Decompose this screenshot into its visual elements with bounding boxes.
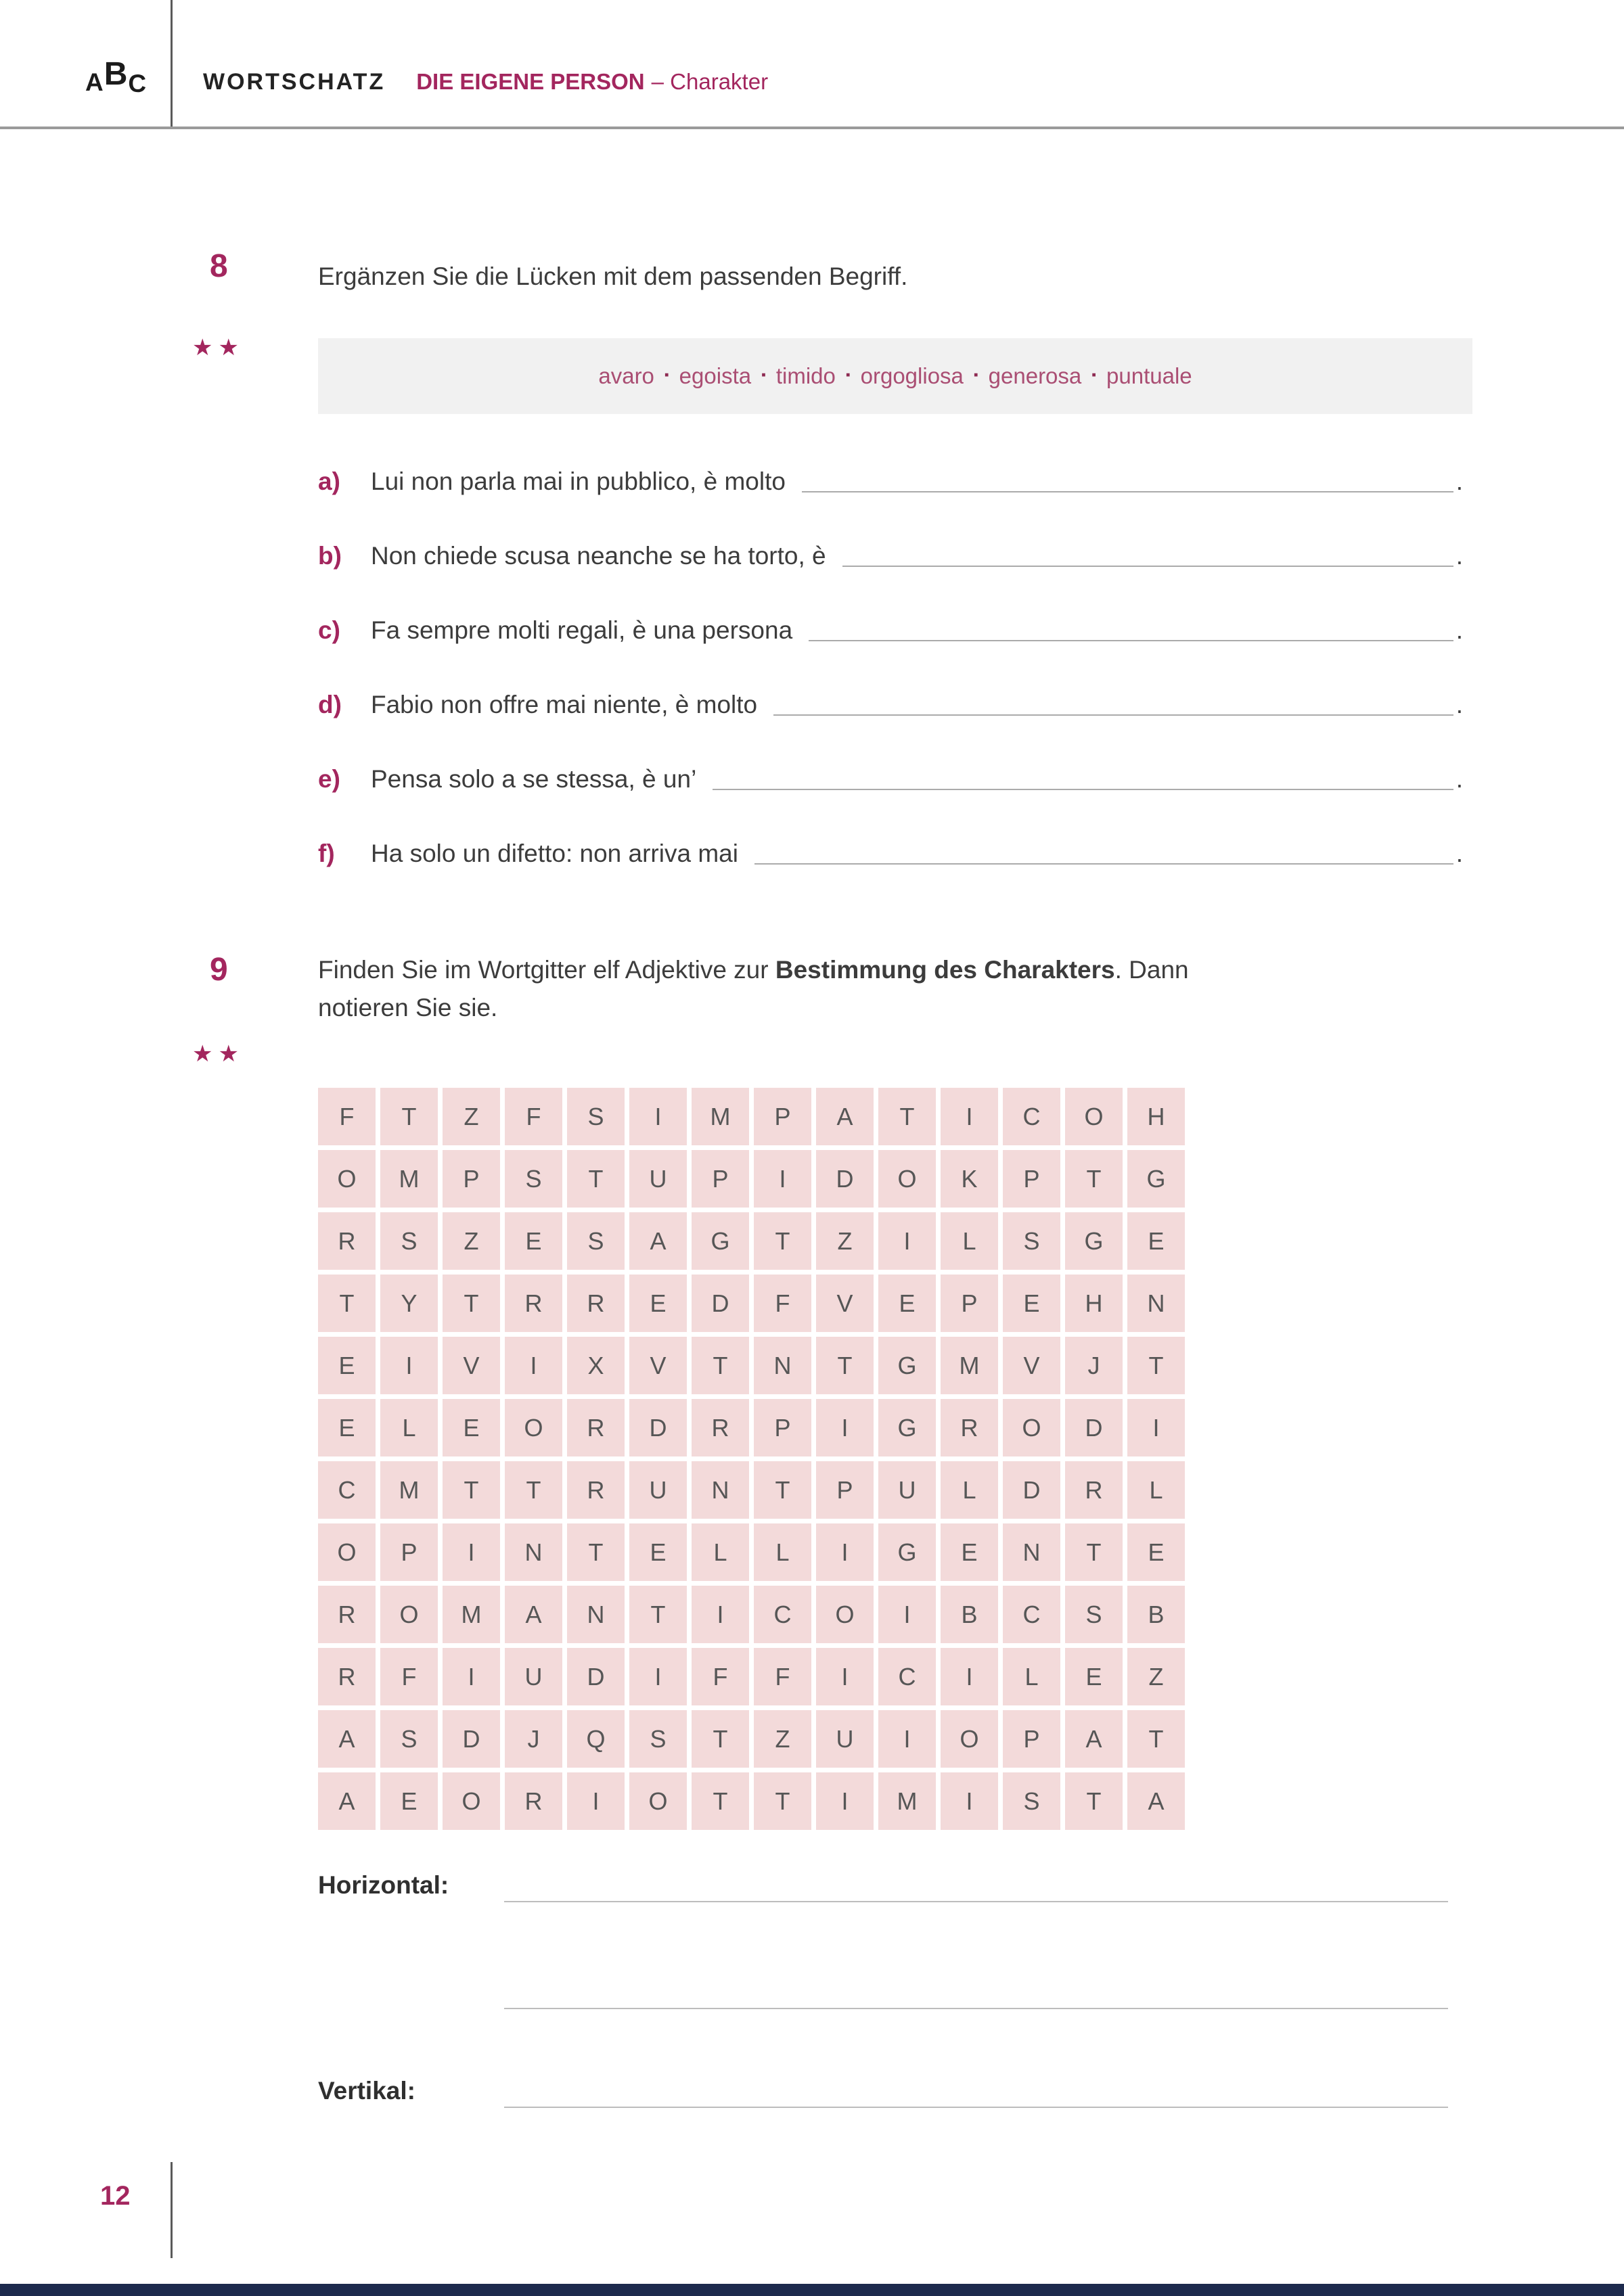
footer-vertical-divider bbox=[171, 2162, 173, 2258]
grid-cell: Y bbox=[380, 1275, 438, 1332]
grid-cell: I bbox=[505, 1337, 562, 1394]
grid-cell: T bbox=[878, 1088, 936, 1145]
grid-cell: A bbox=[318, 1710, 376, 1768]
grid-cell: I bbox=[443, 1648, 500, 1705]
grid-cell: U bbox=[629, 1150, 687, 1208]
word-bank-separator: ▪ bbox=[664, 368, 669, 382]
grid-cell: C bbox=[318, 1461, 376, 1519]
header-vertical-divider bbox=[171, 0, 173, 129]
grid-cell: E bbox=[443, 1399, 500, 1456]
grid-cell: B bbox=[941, 1586, 998, 1643]
answer-blank bbox=[773, 708, 1453, 716]
grid-cell: S bbox=[380, 1212, 438, 1270]
grid-cell: G bbox=[878, 1523, 936, 1581]
grid-cell: N bbox=[1127, 1275, 1185, 1332]
grid-cell: I bbox=[816, 1399, 874, 1456]
chapter-topic-bold: DIE EIGENE PERSON bbox=[416, 69, 645, 94]
grid-cell: P bbox=[754, 1399, 811, 1456]
grid-cell: E bbox=[629, 1523, 687, 1581]
exercise-9-difficulty-stars: ★★ bbox=[192, 1041, 244, 1067]
grid-cell: P bbox=[941, 1275, 998, 1332]
bottom-color-bar bbox=[0, 2284, 1624, 2296]
grid-cell: L bbox=[380, 1399, 438, 1456]
grid-cell: P bbox=[692, 1150, 749, 1208]
grid-cell: N bbox=[567, 1586, 625, 1643]
grid-cell: I bbox=[567, 1772, 625, 1830]
word-bank-word: generosa bbox=[988, 363, 1082, 388]
grid-cell: L bbox=[941, 1212, 998, 1270]
grid-cell: O bbox=[816, 1586, 874, 1643]
page-number: 12 bbox=[100, 2181, 131, 2211]
grid-cell: I bbox=[941, 1088, 998, 1145]
grid-cell: T bbox=[380, 1088, 438, 1145]
grid-cell: F bbox=[380, 1648, 438, 1705]
grid-cell: A bbox=[1065, 1710, 1123, 1768]
answer-blank bbox=[713, 782, 1453, 790]
grid-cell: C bbox=[878, 1648, 936, 1705]
grid-cell: S bbox=[1065, 1586, 1123, 1643]
exercise-9-instruction-post: . Dann bbox=[1114, 956, 1189, 984]
grid-cell: K bbox=[941, 1150, 998, 1208]
grid-cell: B bbox=[1127, 1586, 1185, 1643]
grid-cell: E bbox=[941, 1523, 998, 1581]
grid-cell: J bbox=[1065, 1337, 1123, 1394]
exercise-8-number: 8 bbox=[210, 248, 228, 284]
grid-cell: T bbox=[1065, 1150, 1123, 1208]
grid-cell: V bbox=[816, 1275, 874, 1332]
grid-cell: T bbox=[318, 1275, 376, 1332]
grid-cell: A bbox=[318, 1772, 376, 1830]
grid-cell: S bbox=[505, 1150, 562, 1208]
exercise-8-instruction: Ergänzen Sie die Lücken mit dem passenden Begriff. bbox=[318, 262, 908, 290]
grid-cell: S bbox=[567, 1212, 625, 1270]
item-letter-label: f) bbox=[318, 840, 335, 867]
item-letter-label: c) bbox=[318, 616, 340, 644]
grid-cell: T bbox=[505, 1461, 562, 1519]
grid-cell: S bbox=[1003, 1212, 1060, 1270]
grid-cell: R bbox=[941, 1399, 998, 1456]
grid-cell: P bbox=[443, 1150, 500, 1208]
grid-cell: I bbox=[878, 1212, 936, 1270]
grid-cell: A bbox=[816, 1088, 874, 1145]
grid-cell: G bbox=[1065, 1212, 1123, 1270]
logo-letter-a: A bbox=[85, 68, 104, 96]
vertikal-answers-label: Vertikal: bbox=[318, 2077, 415, 2105]
grid-cell: R bbox=[505, 1772, 562, 1830]
header-rule bbox=[0, 127, 1624, 129]
item-sentence: Non chiede scusa neanche se ha torto, è bbox=[371, 542, 826, 570]
grid-cell: P bbox=[754, 1088, 811, 1145]
grid-cell: T bbox=[443, 1461, 500, 1519]
grid-cell: T bbox=[754, 1212, 811, 1270]
grid-cell: T bbox=[692, 1337, 749, 1394]
grid-cell: C bbox=[1003, 1586, 1060, 1643]
grid-cell: P bbox=[816, 1461, 874, 1519]
grid-cell: V bbox=[629, 1337, 687, 1394]
grid-cell: T bbox=[754, 1772, 811, 1830]
grid-cell: G bbox=[692, 1212, 749, 1270]
logo-letter-b: B bbox=[104, 56, 129, 92]
grid-cell: T bbox=[692, 1710, 749, 1768]
fill-item-a bbox=[318, 467, 1463, 497]
grid-cell: D bbox=[567, 1648, 625, 1705]
grid-cell: T bbox=[816, 1337, 874, 1394]
section-title: WORTSCHATZ bbox=[203, 69, 386, 95]
word-bank-separator: ▪ bbox=[973, 368, 978, 382]
grid-cell: E bbox=[505, 1212, 562, 1270]
grid-cell: T bbox=[443, 1275, 500, 1332]
grid-cell: O bbox=[318, 1150, 376, 1208]
grid-cell: I bbox=[692, 1586, 749, 1643]
grid-cell: L bbox=[754, 1523, 811, 1581]
grid-cell: L bbox=[941, 1461, 998, 1519]
item-period: . bbox=[1456, 542, 1463, 570]
grid-cell: R bbox=[567, 1461, 625, 1519]
grid-cell: O bbox=[443, 1772, 500, 1830]
grid-cell: I bbox=[629, 1088, 687, 1145]
grid-cell: Z bbox=[443, 1212, 500, 1270]
grid-cell: R bbox=[692, 1399, 749, 1456]
grid-cell: H bbox=[1127, 1088, 1185, 1145]
grid-cell: O bbox=[878, 1150, 936, 1208]
grid-cell: R bbox=[1065, 1461, 1123, 1519]
grid-cell: Z bbox=[754, 1710, 811, 1768]
grid-cell: I bbox=[754, 1150, 811, 1208]
grid-cell: O bbox=[629, 1772, 687, 1830]
grid-cell: I bbox=[1127, 1399, 1185, 1456]
grid-cell: F bbox=[692, 1648, 749, 1705]
abc-logo bbox=[85, 56, 148, 97]
grid-cell: O bbox=[1065, 1088, 1123, 1145]
grid-cell: L bbox=[1127, 1461, 1185, 1519]
grid-cell: N bbox=[505, 1523, 562, 1581]
vertikal-answer-line bbox=[504, 2107, 1448, 2108]
word-bank-word: egoista bbox=[679, 363, 752, 388]
item-period: . bbox=[1456, 616, 1463, 644]
grid-cell: H bbox=[1065, 1275, 1123, 1332]
grid-cell: U bbox=[878, 1461, 936, 1519]
fill-item-f bbox=[318, 839, 1463, 869]
grid-cell: I bbox=[443, 1523, 500, 1581]
grid-cell: S bbox=[629, 1710, 687, 1768]
grid-cell: I bbox=[878, 1710, 936, 1768]
word-bank-separator: ▪ bbox=[1091, 368, 1097, 382]
item-period: . bbox=[1456, 840, 1463, 867]
grid-cell: R bbox=[567, 1399, 625, 1456]
grid-cell: X bbox=[567, 1337, 625, 1394]
grid-cell: C bbox=[754, 1586, 811, 1643]
word-bank-word: orgogliosa bbox=[860, 363, 964, 388]
grid-cell: N bbox=[754, 1337, 811, 1394]
grid-cell: U bbox=[816, 1710, 874, 1768]
grid-cell: S bbox=[567, 1088, 625, 1145]
grid-cell: V bbox=[1003, 1337, 1060, 1394]
grid-cell: R bbox=[567, 1275, 625, 1332]
grid-cell: L bbox=[692, 1523, 749, 1581]
grid-cell: A bbox=[1127, 1772, 1185, 1830]
grid-cell: F bbox=[754, 1275, 811, 1332]
grid-cell: J bbox=[505, 1710, 562, 1768]
grid-cell: R bbox=[318, 1648, 376, 1705]
grid-cell: Z bbox=[443, 1088, 500, 1145]
grid-cell: T bbox=[1127, 1710, 1185, 1768]
grid-cell: D bbox=[692, 1275, 749, 1332]
item-sentence: Pensa solo a se stessa, è un’ bbox=[371, 765, 697, 793]
grid-cell: I bbox=[941, 1648, 998, 1705]
grid-cell: U bbox=[505, 1648, 562, 1705]
chapter-topic-subtitle: – Charakter bbox=[651, 69, 769, 94]
grid-cell: I bbox=[816, 1772, 874, 1830]
grid-cell: I bbox=[816, 1648, 874, 1705]
word-bank-word: avaro bbox=[598, 363, 654, 388]
grid-cell: T bbox=[692, 1772, 749, 1830]
fill-item-d bbox=[318, 690, 1463, 720]
word-bank-separator: ▪ bbox=[845, 368, 851, 382]
fill-item-b bbox=[318, 541, 1463, 571]
grid-cell: S bbox=[380, 1710, 438, 1768]
grid-cell: T bbox=[567, 1523, 625, 1581]
grid-cell: P bbox=[1003, 1710, 1060, 1768]
grid-cell: E bbox=[1003, 1275, 1060, 1332]
grid-cell: G bbox=[878, 1399, 936, 1456]
grid-cell: O bbox=[941, 1710, 998, 1768]
horizontal-answer-line-1 bbox=[504, 1901, 1448, 1902]
grid-cell: E bbox=[318, 1337, 376, 1394]
grid-cell: O bbox=[1003, 1399, 1060, 1456]
grid-cell: V bbox=[443, 1337, 500, 1394]
fill-item-c bbox=[318, 616, 1463, 645]
exercise-9-instruction-pre: Finden Sie im Wortgitter elf Adjektive zur bbox=[318, 956, 775, 984]
grid-cell: T bbox=[629, 1586, 687, 1643]
word-search-grid bbox=[318, 1088, 1185, 1830]
grid-cell: M bbox=[380, 1150, 438, 1208]
word-bank-word: timido bbox=[775, 363, 836, 388]
grid-cell: I bbox=[941, 1772, 998, 1830]
answer-blank bbox=[802, 484, 1453, 492]
grid-cell: O bbox=[318, 1523, 376, 1581]
grid-cell: Z bbox=[816, 1212, 874, 1270]
grid-cell: M bbox=[941, 1337, 998, 1394]
grid-cell: T bbox=[1065, 1523, 1123, 1581]
grid-cell: I bbox=[878, 1586, 936, 1643]
item-sentence: Ha solo un difetto: non arriva mai bbox=[371, 840, 738, 867]
grid-cell: I bbox=[380, 1337, 438, 1394]
item-letter-label: d) bbox=[318, 691, 342, 718]
grid-cell: R bbox=[318, 1212, 376, 1270]
answer-blank bbox=[754, 856, 1453, 865]
horizontal-answer-line-2 bbox=[504, 2008, 1448, 2009]
word-bank-separator: ▪ bbox=[761, 368, 766, 382]
grid-cell: M bbox=[878, 1772, 936, 1830]
grid-cell: I bbox=[629, 1648, 687, 1705]
grid-cell: E bbox=[1065, 1648, 1123, 1705]
grid-cell: P bbox=[380, 1523, 438, 1581]
item-period: . bbox=[1456, 765, 1463, 793]
grid-cell: T bbox=[1065, 1772, 1123, 1830]
grid-cell: C bbox=[1003, 1088, 1060, 1145]
grid-cell: M bbox=[443, 1586, 500, 1643]
grid-cell: E bbox=[1127, 1523, 1185, 1581]
exercise-9-instruction bbox=[318, 951, 1468, 1026]
chapter-topic bbox=[416, 69, 768, 95]
grid-cell: Q bbox=[567, 1710, 625, 1768]
item-sentence: Lui non parla mai in pubblico, è molto bbox=[371, 467, 786, 495]
grid-cell: N bbox=[692, 1461, 749, 1519]
exercise-9-instruction-line2: notieren Sie sie. bbox=[318, 993, 498, 1021]
grid-cell: F bbox=[318, 1088, 376, 1145]
grid-cell: A bbox=[629, 1212, 687, 1270]
grid-cell: T bbox=[1127, 1337, 1185, 1394]
grid-cell: O bbox=[505, 1399, 562, 1456]
grid-cell: D bbox=[1065, 1399, 1123, 1456]
grid-cell: G bbox=[878, 1337, 936, 1394]
grid-cell: Z bbox=[1127, 1648, 1185, 1705]
grid-cell: D bbox=[629, 1399, 687, 1456]
exercise-8-difficulty-stars: ★★ bbox=[192, 335, 244, 361]
item-letter-label: b) bbox=[318, 542, 342, 570]
exercise-9-instruction-bold: Bestimmung des Charakters bbox=[775, 956, 1115, 984]
item-sentence: Fa sempre molti regali, è una persona bbox=[371, 616, 793, 644]
word-bank-word: puntuale bbox=[1106, 363, 1192, 388]
grid-cell: F bbox=[505, 1088, 562, 1145]
grid-cell: E bbox=[1127, 1212, 1185, 1270]
page-header bbox=[203, 69, 768, 95]
item-period: . bbox=[1456, 467, 1463, 495]
answer-blank bbox=[809, 633, 1453, 641]
logo-letter-c: C bbox=[128, 70, 148, 97]
grid-cell: I bbox=[816, 1523, 874, 1581]
grid-cell: L bbox=[1003, 1648, 1060, 1705]
grid-cell: F bbox=[754, 1648, 811, 1705]
item-sentence: Fabio non offre mai niente, è molto bbox=[371, 691, 758, 718]
answer-blank bbox=[842, 559, 1453, 567]
grid-cell: P bbox=[1003, 1150, 1060, 1208]
grid-cell: E bbox=[318, 1399, 376, 1456]
fill-item-e bbox=[318, 764, 1463, 794]
item-period: . bbox=[1456, 691, 1463, 718]
grid-cell: E bbox=[629, 1275, 687, 1332]
grid-cell: D bbox=[1003, 1461, 1060, 1519]
horizontal-answers-label: Horizontal: bbox=[318, 1871, 449, 1899]
item-letter-label: a) bbox=[318, 467, 340, 495]
grid-cell: T bbox=[567, 1150, 625, 1208]
grid-cell: D bbox=[816, 1150, 874, 1208]
grid-cell: N bbox=[1003, 1523, 1060, 1581]
grid-cell: S bbox=[1003, 1772, 1060, 1830]
grid-cell: U bbox=[629, 1461, 687, 1519]
grid-cell: A bbox=[505, 1586, 562, 1643]
grid-cell: E bbox=[380, 1772, 438, 1830]
item-letter-label: e) bbox=[318, 765, 340, 793]
word-bank bbox=[318, 338, 1472, 414]
grid-cell: G bbox=[1127, 1150, 1185, 1208]
grid-cell: M bbox=[380, 1461, 438, 1519]
grid-cell: R bbox=[318, 1586, 376, 1643]
exercise-9-number: 9 bbox=[210, 952, 228, 988]
grid-cell: E bbox=[878, 1275, 936, 1332]
grid-cell: T bbox=[754, 1461, 811, 1519]
grid-cell: R bbox=[505, 1275, 562, 1332]
grid-cell: D bbox=[443, 1710, 500, 1768]
grid-cell: O bbox=[380, 1586, 438, 1643]
grid-cell: M bbox=[692, 1088, 749, 1145]
